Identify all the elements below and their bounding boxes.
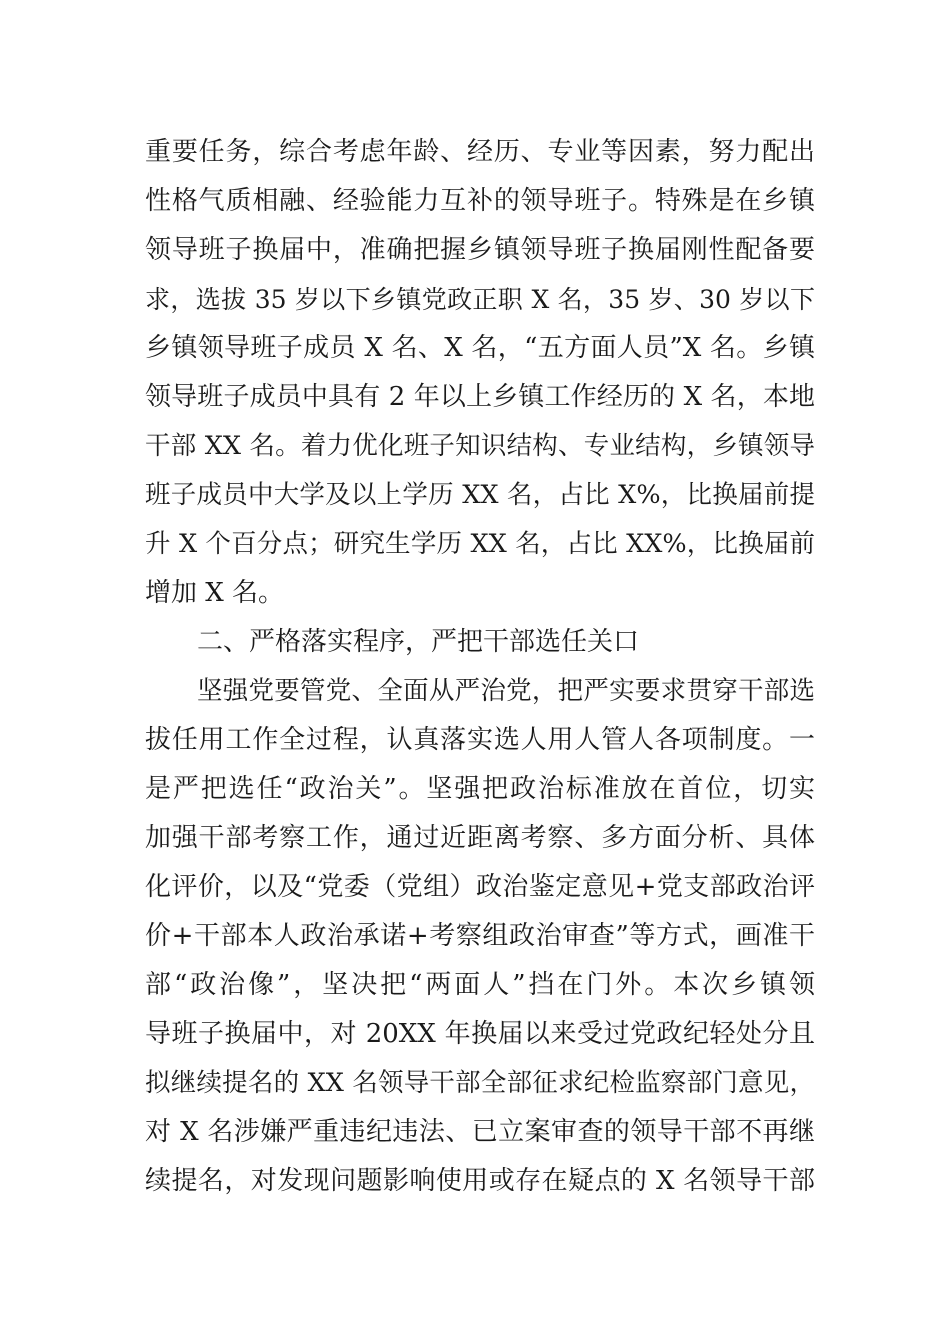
body-line: 重要任务，综合考虑年龄、经历、专业等因素，努力配出 — [145, 137, 815, 167]
body-line-paragraph-end: 增加 X 名。 — [145, 578, 285, 608]
body-line: 加强干部考察工作，通过近距离考察、多方面分析、具体 — [145, 823, 815, 853]
body-line: 领导班子成员中具有 2 年以上乡镇工作经历的 X 名，本地 — [145, 382, 815, 412]
body-line: 拟继续提名的 XX 名领导干部全部征求纪检监察部门意见， — [145, 1068, 815, 1098]
body-line: 是严把选任“政治关”。坚强把政治标准放在首位，切实 — [145, 774, 815, 804]
body-line: 对 X 名涉嫌严重违纪违法、已立案审查的领导干部不再继 — [145, 1117, 815, 1147]
body-line: 求，选拔 35 岁以下乡镇党政正职 X 名，35 岁、30 岁以下 — [145, 285, 815, 314]
body-line: 性格气质相融、经验能力互补的领导班子。特殊是在乡镇 — [145, 186, 815, 216]
body-line: 乡镇领导班子成员 X 名、X 名，“五方面人员”X 名。乡镇 — [145, 333, 815, 363]
body-line: 班子成员中大学及以上学历 XX 名，占比 X%，比换届前提 — [145, 480, 815, 510]
body-line: 拔任用工作全过程，认真落实选人用人管人各项制度。一 — [145, 725, 815, 755]
body-line: 价+干部本人政治承诺+考察组政治审查”等方式，画准干 — [145, 921, 815, 951]
body-line: 升 X 个百分点；研究生学历 XX 名，占比 XX%，比换届前 — [145, 529, 815, 559]
body-line: 干部 XX 名。着力优化班子知识结构、专业结构，乡镇领导 — [145, 431, 815, 461]
body-line: 部“政治像”，坚决把“两面人”挡在门外。本次乡镇领 — [145, 970, 815, 1000]
body-line-paragraph-start: 坚强党要管党、全面从严治党，把严实要求贯穿干部选 — [197, 676, 815, 706]
body-line: 领导班子换届中，准确把握乡镇领导班子换届刚性配备要 — [145, 235, 815, 265]
body-line: 化评价，以及“党委（党组）政治鉴定意见+党支部政治评 — [145, 872, 815, 902]
body-line: 导班子换届中，对 20XX 年换届以来受过党政纪轻处分且 — [145, 1019, 815, 1049]
body-line: 续提名，对发现问题影响使用或存在疑点的 X 名领导干部 — [145, 1166, 815, 1196]
document-body — [145, 128, 815, 1206]
section-heading: 二、严格落实程序，严把干部选任关口 — [197, 627, 640, 657]
